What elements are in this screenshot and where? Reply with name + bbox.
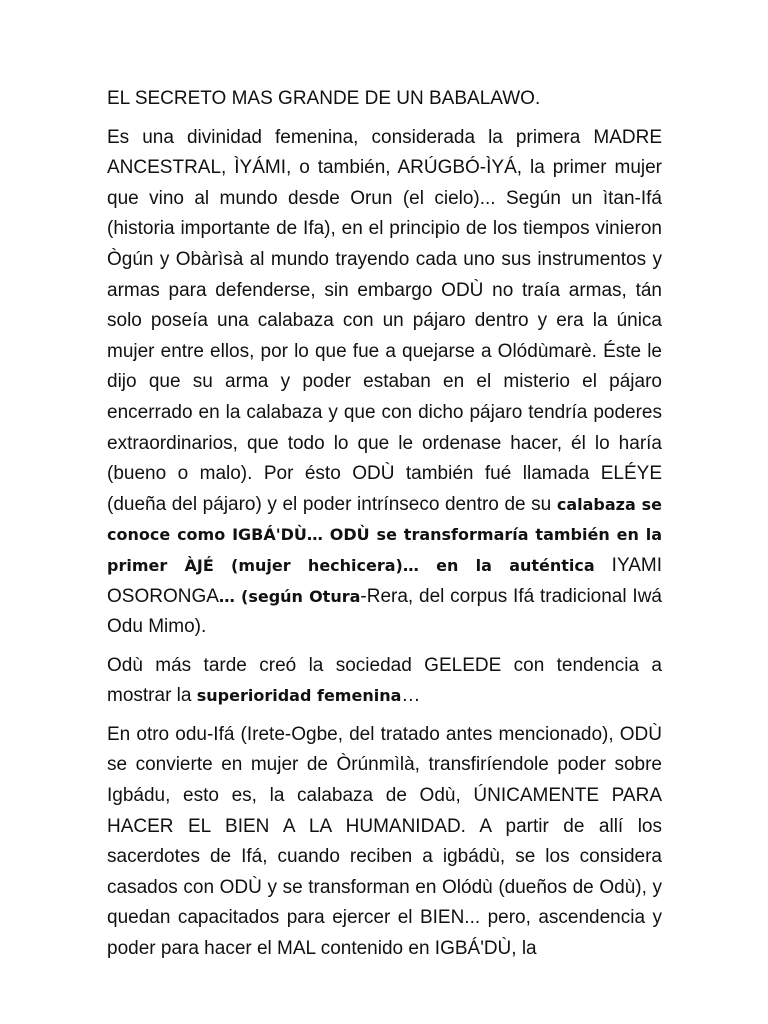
paragraph-irete-ogbe: En otro odu-Ifá (Irete-Ogbe, del tratado antes mencionado), ODÙ se convierte en mujer de Òrúnmìlà, transfiríendole poder sobre Igbádu, esto es, la calabaza de Odù, ÚNICAMENTE PARA HACER EL BIEN A LA HUMANIDAD. A partir de allí los sacerdotes de Ifá, cuando reciben a igbádù, se los considera casados con ODÙ y se transforman en Olódù (dueños de Odù), y quedan capacitados para ejercer el BIEN... pero, ascendencia y poder para hacer el MAL contenido en IGBÁ'DÙ, la [107, 723, 662, 960]
paragraph-gelede-text: Odù más tarde creó la sociedad GELEDE con tendencia a mostrar la [107, 654, 662, 707]
paragraph-odu-origin [107, 123, 662, 643]
document-title: EL SECRETO MAS GRANDE DE UN BABALAWO. [107, 88, 541, 109]
paragraph-gelede-bold-text: superioridad femenina [196, 686, 402, 706]
paragraph-gelede-ellipsis: … [401, 685, 421, 707]
paragraph-odu-origin-text: Es una divinidad femenina, considerada la primera MADRE ANCESTRAL, ÌYÁMI, o también, ARÚGBÓ-ÌYÁ, la primer mujer que vino al mundo desde Orun (el cielo)... Según un ìtan-Ifá (historia importante de Ifa), en el principio de los tiempos vinieron Ògún y Obàrìsà al mundo trayendo cada uno sus instrumentos y armas para defenderse, sin embargo ODÙ no traía armas, tán solo poseía una calabaza con un pájaro dentro y era la única mujer entre ellos, por lo que fue a quejarse a Olódùmarè. Éste le dijo que su arma y poder estaban en el misterio el pájaro encerrado en la calabaza y que con dicho pájaro tendría poderes extraordinarios, que todo lo que le ordenase hacer, él lo haría (bueno o malo). Por ésto ODÙ también fué llamada ELÉYE (dueña del pájaro) y el poder intrínseco dentro de su [107, 126, 662, 515]
paragraph-odu-origin-otura-text: … (según Otura [218, 586, 361, 606]
paragraph-odu-origin-source-text: -Rera, del corpus Ifá tradicional Iwá Odu Mimo). [107, 585, 662, 638]
paragraph-gelede [107, 651, 662, 712]
document-body [107, 84, 662, 973]
paragraph-odu-origin-iyami-text: IYAMI OSORONGA [107, 554, 663, 607]
paragraph-odu-origin-bold-text: calabaza se conoce como IGBÁ'DÙ… ODÙ se transformaría también en la primer ÀJÉ (mujer hechicera)… en la auténtica [107, 494, 662, 575]
